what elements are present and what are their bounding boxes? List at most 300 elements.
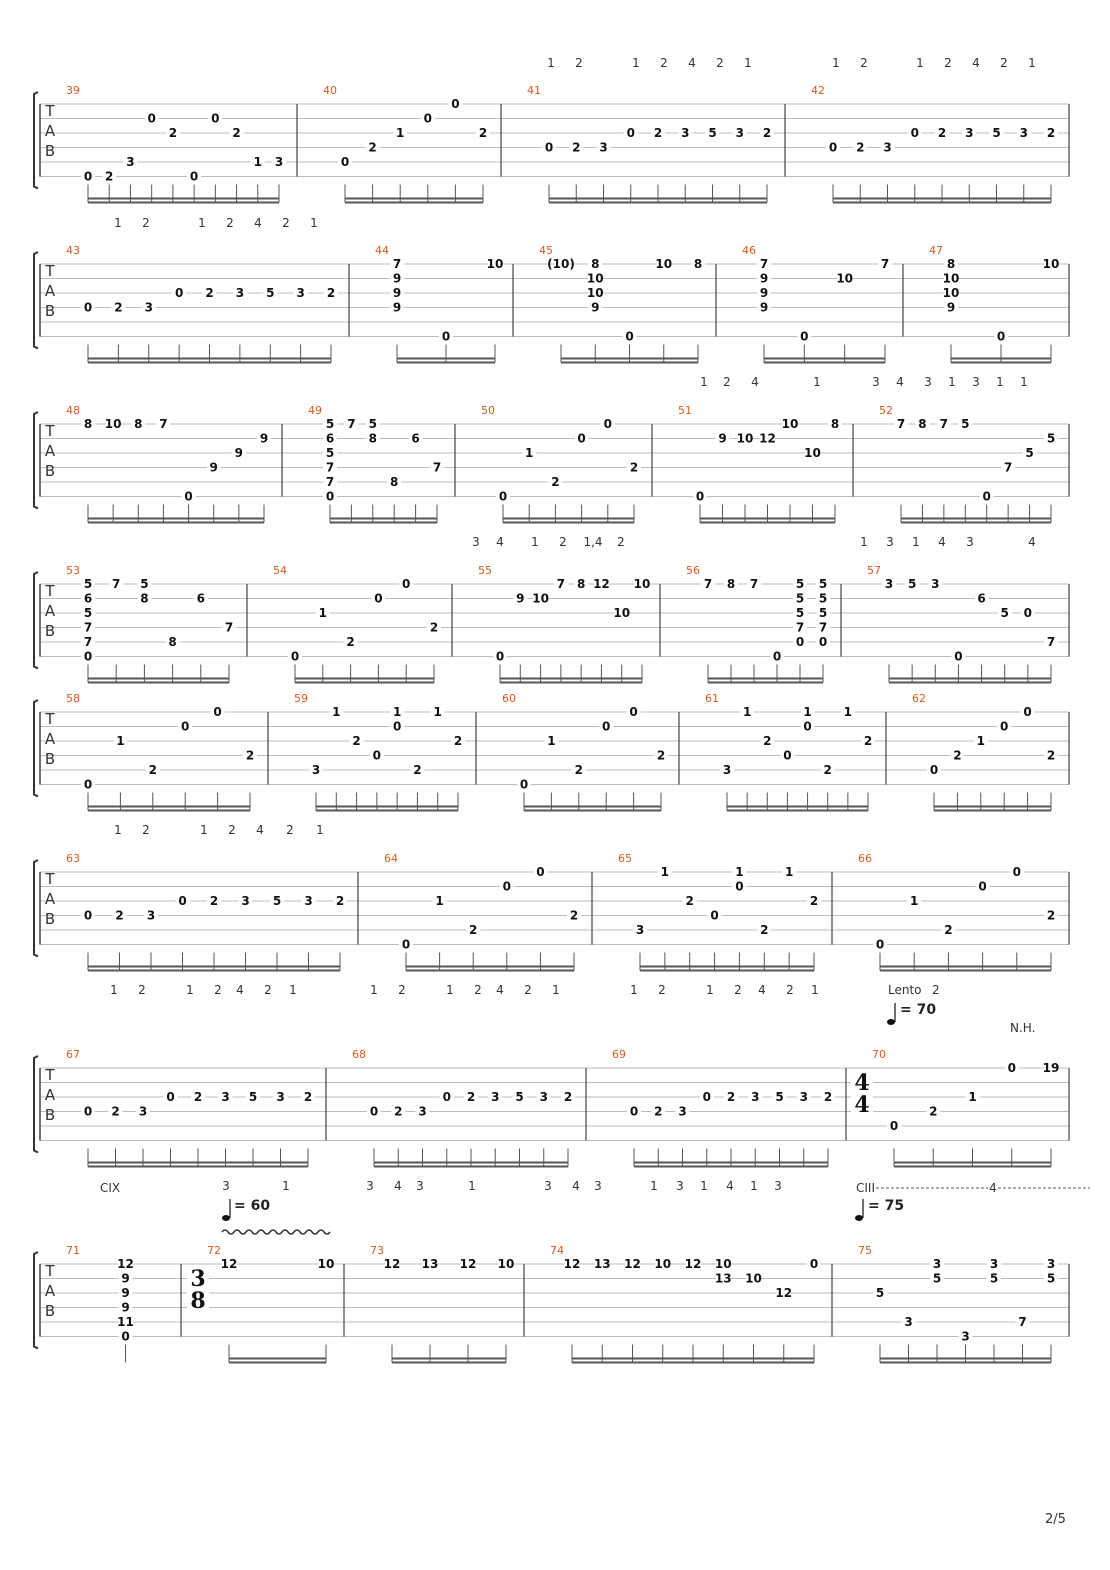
fingering-number: 4: [236, 983, 244, 997]
fret-number: 8: [168, 635, 177, 649]
fret-number: 2: [205, 286, 214, 300]
fret-number: 9: [759, 271, 769, 286]
fret-number: 5: [818, 591, 828, 606]
tab-clef-letter: B: [44, 302, 56, 320]
measure-57: [867, 564, 1058, 683]
fret-number: 5: [932, 1271, 942, 1286]
fret-number: 6: [196, 591, 205, 606]
system-bracket: [34, 252, 38, 349]
fret-number: 2: [368, 140, 377, 155]
measure-54: [273, 564, 441, 683]
fret-number: 0: [702, 1090, 711, 1104]
tab-clef-letter: T: [45, 262, 55, 280]
fret-number: 2: [352, 734, 361, 748]
fingering-number: 2: [786, 983, 794, 997]
fret-number: 2: [823, 1090, 833, 1104]
fret-number: 7: [749, 577, 759, 591]
fret-number: 0: [625, 329, 634, 344]
fingering-number: 1: [370, 983, 378, 997]
fret-number: 1: [332, 705, 341, 719]
fret-number: 7: [1003, 460, 1013, 475]
fret-number: 9: [392, 300, 402, 315]
fingering-number: 2: [214, 983, 222, 997]
fret-number: 2: [937, 126, 947, 140]
fret-number: 10: [655, 257, 673, 271]
fingering-number: 1: [650, 1179, 658, 1193]
measure-65: [618, 852, 821, 971]
fret-number: 5: [1025, 446, 1034, 460]
fingering-number: 1: [630, 983, 638, 997]
fret-number: 2: [569, 908, 579, 923]
fret-number: 1: [392, 705, 402, 719]
fret-number: 10: [586, 286, 604, 300]
fret-number: (10): [547, 257, 575, 271]
fret-number: 3: [1046, 1257, 1056, 1271]
fret-number: 2: [209, 894, 219, 908]
fret-number: 13: [593, 1257, 611, 1271]
measure-number: 54: [273, 564, 287, 577]
tab-clef-letter: T: [45, 1066, 55, 1084]
measure-number: 42: [811, 84, 825, 97]
fingering-number: 4: [758, 983, 766, 997]
fret-number: 0: [83, 1104, 93, 1119]
fret-number: 1: [735, 865, 744, 879]
tab-system-2: [34, 216, 1069, 363]
fret-number: 5: [989, 1271, 999, 1286]
fret-number: 6: [977, 591, 986, 606]
measure-40: [323, 84, 490, 203]
fret-number: 1: [660, 865, 670, 879]
fingering-number: 1: [750, 1179, 758, 1193]
fingering-number: 4: [496, 983, 504, 997]
fret-number: 0: [875, 937, 885, 952]
fret-number: 1: [784, 865, 794, 879]
fret-number: 10: [104, 417, 122, 431]
fret-number: 13: [714, 1271, 732, 1286]
measure-number: 59: [294, 692, 308, 705]
fret-number: 0: [325, 489, 335, 504]
fingering-number: 3: [886, 535, 894, 549]
fret-number: 0: [1007, 1061, 1016, 1075]
measure-55: [478, 564, 650, 683]
measure-number: 73: [370, 1244, 384, 1257]
fret-number: 3: [678, 1104, 687, 1119]
fret-number: 0: [889, 1119, 899, 1133]
fret-number: 3: [989, 1257, 999, 1271]
fret-number: 0: [818, 635, 828, 649]
fret-number: 12: [593, 577, 610, 591]
fret-number: 9: [121, 1286, 130, 1300]
measure-number: 43: [66, 244, 80, 257]
measure-39: [66, 84, 286, 203]
fret-number: 0: [735, 879, 744, 894]
tab-clef-letter: A: [44, 730, 56, 748]
fret-number: 10: [714, 1257, 732, 1271]
measure-number: 64: [384, 852, 398, 865]
fret-number: 0: [544, 140, 554, 155]
fret-number: 7: [795, 620, 805, 635]
fret-number: 10: [942, 271, 960, 286]
measure-number: 72: [207, 1244, 221, 1257]
fret-number: 5: [818, 577, 828, 591]
fret-number: 3: [274, 155, 284, 169]
fingering-number: 2: [228, 823, 236, 837]
fret-number: 3: [221, 1090, 230, 1104]
fret-number: 11: [117, 1315, 134, 1329]
fingering-number: 2: [734, 983, 742, 997]
fret-number: 10: [654, 1257, 672, 1271]
fret-number: 12: [775, 1286, 793, 1300]
fret-number: 3: [146, 908, 156, 923]
measure-number: 63: [66, 852, 80, 865]
fret-number: 9: [591, 300, 600, 315]
fret-number: 3: [304, 894, 313, 908]
time-signature-denominator: 8: [190, 1288, 206, 1314]
measure-61: [705, 692, 875, 811]
fingering-number: 1: [700, 375, 708, 389]
fret-number: 12: [624, 1257, 641, 1271]
tab-clef-letter: A: [44, 890, 56, 908]
lento-finger: 2: [932, 983, 940, 997]
fingering-number: 3: [966, 535, 974, 549]
fret-number: 8: [946, 257, 956, 271]
measure-number: 62: [912, 692, 926, 705]
fret-number: 1: [968, 1090, 977, 1104]
fret-number: 12: [563, 1257, 581, 1271]
fret-number: 6: [411, 431, 420, 446]
fret-number: 0: [910, 126, 919, 140]
fret-number: 12: [759, 431, 776, 446]
fret-number: 0: [809, 1257, 819, 1271]
measure-66: [858, 852, 1058, 971]
fret-number: 0: [800, 329, 809, 344]
lento-label: Lento: [888, 983, 922, 997]
measure-number: 40: [323, 84, 337, 97]
fingering-number: 1: [547, 56, 555, 70]
fret-number: 5: [795, 591, 805, 606]
measure-number: 66: [858, 852, 872, 865]
fret-number: 3: [635, 923, 645, 937]
measure-number: 49: [308, 404, 322, 417]
fret-number: 0: [626, 126, 635, 140]
fret-number: 7: [703, 577, 713, 591]
fingering-number: 4: [254, 216, 262, 230]
fret-number: 5: [708, 126, 717, 140]
fret-number: 8: [134, 417, 143, 431]
fret-number: 2: [944, 923, 953, 937]
fret-number: 7: [392, 257, 402, 271]
time-signature-numerator: 3: [190, 1266, 206, 1292]
fret-number: 9: [946, 300, 956, 315]
fret-number: 2: [654, 1104, 663, 1119]
fret-number: 0: [996, 329, 1006, 344]
fret-number: 1: [843, 705, 853, 719]
fret-number: 2: [193, 1090, 203, 1104]
fret-number: 0: [401, 937, 411, 952]
fret-number: 7: [556, 577, 566, 591]
measure-number: 71: [66, 1244, 80, 1257]
system-bracket: [34, 92, 38, 189]
fret-number: 3: [932, 1257, 942, 1271]
measure-56: [686, 564, 830, 683]
measure-number: 75: [858, 1244, 872, 1257]
tab-clef-letter: B: [44, 1106, 56, 1124]
fret-number: 5: [775, 1090, 784, 1104]
fret-number: 12: [383, 1257, 401, 1271]
tab-clef-letter: B: [44, 750, 56, 768]
fret-number: 2: [346, 635, 355, 649]
fret-number: 2: [335, 894, 345, 908]
fingering-number: 4: [938, 535, 946, 549]
measure-72: [207, 1244, 334, 1363]
fret-number: 5: [961, 417, 970, 431]
fret-number: 9: [392, 271, 402, 286]
fret-number: 5: [266, 286, 275, 300]
fret-number: 10: [781, 417, 799, 431]
measure-42: [811, 84, 1058, 203]
fingering-number: 1: [996, 375, 1004, 389]
fret-number: 10: [497, 1257, 515, 1271]
fret-number: 5: [368, 417, 377, 431]
tab-clef-letter: A: [44, 1282, 56, 1300]
fret-number: 0: [83, 649, 93, 664]
fret-number: 9: [259, 431, 269, 446]
fret-number: 0: [441, 329, 451, 344]
fret-number: 10: [613, 606, 631, 620]
fret-number: 3: [235, 286, 245, 300]
fret-number: 0: [710, 908, 719, 923]
tempo-note-icon: [887, 1019, 895, 1025]
barre-cix-label: CIX: [100, 1181, 121, 1195]
fret-number: 2: [245, 748, 255, 763]
fret-number: 5: [515, 1090, 524, 1104]
fret-number: 2: [326, 286, 336, 300]
fret-number: 2: [478, 126, 488, 140]
tab-clef-letter: T: [45, 102, 55, 120]
fret-number: 3: [904, 1315, 913, 1329]
fret-number: 0: [83, 300, 93, 315]
fingering-number: 4: [972, 56, 980, 70]
fret-number: 2: [574, 763, 583, 777]
system-bracket: [34, 572, 38, 669]
fret-number: 2: [413, 763, 422, 777]
fret-number: 2: [656, 748, 666, 763]
fret-number: 1: [433, 705, 442, 719]
fingering-number: 2: [559, 535, 567, 549]
fingering-number: 3: [972, 375, 980, 389]
tab-systems: [34, 56, 1090, 1363]
fret-number: 0: [982, 489, 991, 504]
fret-number: 3: [931, 577, 940, 591]
fret-number: 6: [83, 591, 93, 606]
fret-number: 7: [112, 577, 121, 591]
tab-clef-letter: T: [45, 582, 55, 600]
fret-number: 8: [918, 417, 927, 431]
fret-number: 0: [783, 748, 792, 763]
fingering-number: 1: [1020, 375, 1028, 389]
fingering-number: 1: [948, 375, 956, 389]
fingering-number: 1: [700, 1179, 708, 1193]
fret-number: 0: [795, 635, 805, 649]
fret-number: 3: [138, 1104, 148, 1119]
fret-number: 2: [303, 1090, 313, 1104]
fret-number: 3: [241, 894, 250, 908]
measure-62: [912, 692, 1058, 811]
fingering-number: 2: [142, 216, 150, 230]
fret-number: 5: [907, 577, 917, 591]
system-bracket: [34, 1056, 38, 1153]
fret-number: 2: [809, 894, 819, 908]
measure-71: [66, 1244, 134, 1363]
tempo-marking: = 60: [234, 1198, 271, 1214]
fret-number: 2: [726, 1090, 736, 1104]
fingering-number: 4: [394, 1179, 402, 1193]
fret-number: 2: [394, 1104, 403, 1119]
fret-number: 0: [602, 719, 611, 734]
fret-number: 2: [148, 763, 157, 777]
fret-number: 0: [181, 719, 190, 734]
fret-number: 0: [1012, 865, 1021, 879]
fret-number: 12: [220, 1257, 238, 1271]
fret-number: 3: [311, 763, 321, 777]
fret-number: 0: [211, 111, 220, 126]
rit-wave: [222, 1230, 330, 1234]
fingering-number: 1: [531, 535, 539, 549]
fret-number: 0: [83, 169, 93, 184]
fret-number: 10: [836, 271, 854, 286]
fret-number: 8: [726, 577, 736, 591]
fret-number: 2: [114, 300, 123, 315]
tab-clef-letter: T: [45, 870, 55, 888]
fret-number: 12: [459, 1257, 477, 1271]
fret-number: 3: [1019, 126, 1028, 140]
fret-number: 8: [390, 475, 399, 489]
measure-69: [612, 1048, 835, 1167]
fret-number: 2: [168, 126, 178, 140]
fret-number: 1: [910, 894, 919, 908]
system-bracket: [34, 1252, 38, 1349]
fret-number: 0: [121, 1329, 130, 1344]
measure-46: [742, 244, 892, 363]
fingering-number: 2: [142, 823, 150, 837]
measure-64: [384, 852, 581, 971]
fret-number: 0: [1023, 705, 1032, 719]
fret-number: 2: [572, 140, 581, 155]
fret-number: 0: [603, 417, 612, 431]
fret-number: 7: [325, 475, 335, 489]
fret-number: 2: [551, 475, 560, 489]
fingering-number: 2: [660, 56, 668, 70]
fingering-number: 4: [751, 375, 759, 389]
fingering-number: 4: [572, 1179, 580, 1193]
fret-number: 1: [742, 705, 752, 719]
fret-number: 1: [253, 155, 262, 169]
fret-number: 3: [599, 140, 608, 155]
fret-number: 0: [451, 97, 460, 111]
fingering-number: 3: [924, 375, 932, 389]
fingering-number: 4: [256, 823, 264, 837]
fingering-number: 1: [316, 823, 324, 837]
measure-44: [375, 244, 503, 363]
fret-number: 0: [772, 649, 782, 664]
fret-number: 9: [759, 286, 769, 300]
fret-number: 9: [718, 431, 727, 446]
measure-67: [66, 1048, 315, 1167]
measure-number: 46: [742, 244, 756, 257]
measure-number: 51: [678, 404, 692, 417]
barre-ciii-label: CIII: [856, 1181, 875, 1195]
fret-number: 2: [453, 734, 463, 748]
barre-finger: 4: [989, 1181, 997, 1195]
system-bracket: [34, 412, 38, 509]
fingering-number: 2: [286, 823, 294, 837]
fret-number: 3: [961, 1329, 970, 1344]
fret-number: 2: [653, 126, 663, 140]
fret-number: 0: [147, 111, 156, 126]
fret-number: 10: [745, 1271, 762, 1286]
tab-clef-letter: B: [44, 142, 56, 160]
tab-system-3: [34, 375, 1069, 523]
measure-63: [66, 852, 347, 971]
fret-number: 3: [883, 140, 892, 155]
fret-number: 8: [140, 591, 149, 606]
fret-number: 3: [296, 286, 305, 300]
measure-number: 44: [375, 244, 389, 257]
fingering-number: 1,4: [583, 535, 603, 549]
fret-number: 10: [532, 591, 549, 606]
fret-number: 2: [685, 894, 694, 908]
fret-number: 0: [178, 894, 187, 908]
fret-number: 7: [347, 417, 356, 431]
fret-number: 5: [1046, 431, 1056, 446]
measure-number: 60: [502, 692, 516, 705]
fret-number: 7: [818, 620, 828, 635]
tab-clef-letter: A: [44, 442, 56, 460]
fret-number: 2: [863, 734, 873, 748]
measure-50: [481, 404, 641, 523]
fret-number: 5: [875, 1286, 885, 1300]
measure-74: [550, 1244, 821, 1363]
fingering-number: 2: [944, 56, 952, 70]
measure-70: [872, 1048, 1059, 1167]
fret-number: 9: [121, 1300, 130, 1315]
measure-number: 55: [478, 564, 492, 577]
fret-number: 2: [105, 169, 114, 184]
fret-number: 7: [896, 417, 906, 431]
fret-number: 1: [547, 734, 556, 748]
measure-68: [352, 1048, 575, 1167]
natural-harmonic-label: N.H.: [1010, 1021, 1036, 1035]
measure-75: [858, 1244, 1058, 1363]
fret-number: 5: [1000, 606, 1009, 620]
tab-system-4: [34, 535, 1069, 683]
fret-number: 2: [929, 1104, 938, 1119]
fingering-number: 3: [676, 1179, 684, 1193]
fingering-number: 2: [474, 983, 482, 997]
fret-number: 2: [232, 126, 241, 140]
fret-number: 13: [421, 1257, 439, 1271]
fingering-number: 3: [774, 1179, 782, 1193]
measure-number: 68: [352, 1048, 366, 1061]
fret-number: 2: [762, 126, 772, 140]
fret-number: 3: [799, 1090, 808, 1104]
measure-number: 50: [481, 404, 495, 417]
fingering-number: 4: [688, 56, 696, 70]
fret-number: 0: [369, 1104, 379, 1119]
fingering-number: 4: [1028, 535, 1036, 549]
fret-number: 1: [976, 734, 985, 748]
fret-number: 2: [115, 908, 124, 923]
